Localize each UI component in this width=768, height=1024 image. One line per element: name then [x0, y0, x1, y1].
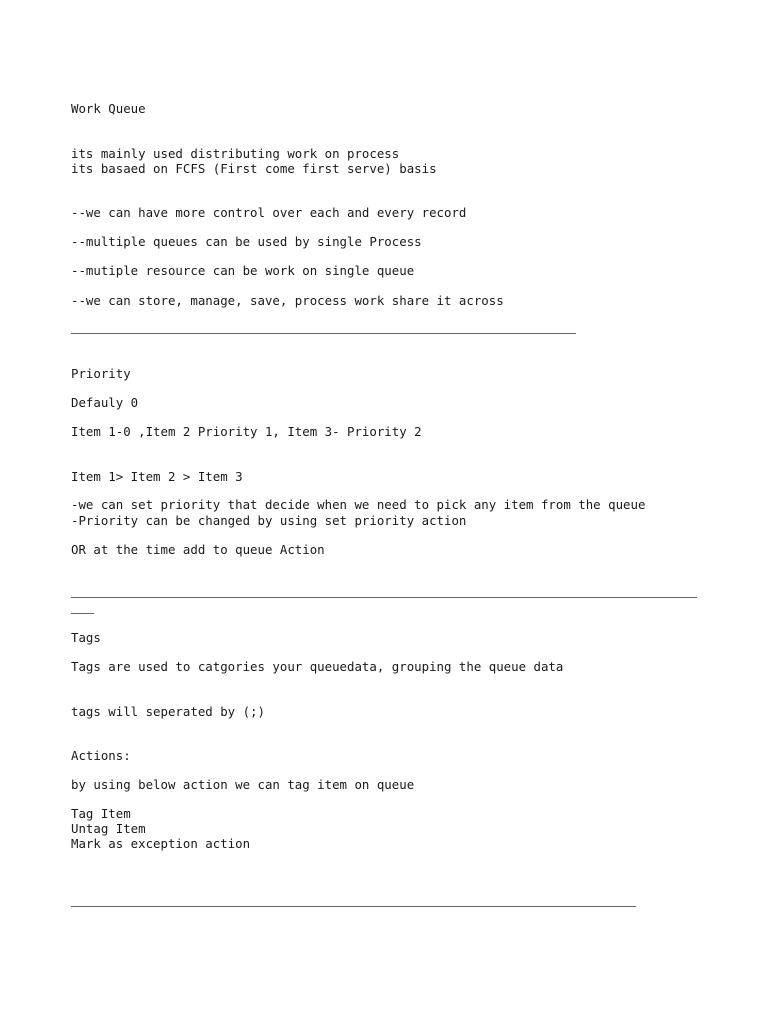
work-queue-intro-line-2: its basaed on FCFS (First come first serve) basis [71, 161, 437, 176]
tags-description: Tags are used to catgories your queuedata, grouping the queue data [71, 659, 564, 674]
priority-heading: Priority [71, 366, 131, 381]
tags-separator-note: tags will seperated by (;) [71, 704, 265, 719]
tags-action-3: Mark as exception action [71, 836, 251, 851]
section-divider-1 [71, 333, 576, 334]
section-divider-2-wrap [71, 613, 94, 614]
tags-action-2: Untag Item [71, 821, 146, 836]
priority-default: Defauly 0 [71, 395, 139, 410]
section-divider-3 [71, 906, 636, 907]
work-queue-point-2: --multiple queues can be used by single Process [71, 234, 422, 249]
section-divider-2 [71, 597, 697, 598]
work-queue-point-1: --we can have more control over each and every record [71, 205, 467, 220]
tags-action-1: Tag Item [71, 806, 131, 821]
tags-heading: Tags [71, 630, 101, 645]
priority-or-note: OR at the time add to queue Action [71, 542, 325, 557]
priority-example: Item 1-0 ,Item 2 Priority 1, Item 3- Priority 2 [71, 424, 422, 439]
priority-note-2: -Priority can be changed by using set priority action [71, 513, 467, 528]
work-queue-intro-line-1: its mainly used distributing work on process [71, 146, 400, 161]
work-queue-point-3: --mutiple resource can be work on single queue [71, 263, 415, 278]
priority-note-1: -we can set priority that decide when we need to pick any item from the queue [71, 497, 646, 512]
priority-order: Item 1> Item 2 > Item 3 [71, 469, 243, 484]
tags-actions-heading: Actions: [71, 748, 131, 763]
work-queue-point-4: --we can store, manage, save, process work share it across [71, 293, 504, 308]
work-queue-heading: Work Queue [71, 101, 146, 116]
tags-actions-intro: by using below action we can tag item on queue [71, 777, 415, 792]
